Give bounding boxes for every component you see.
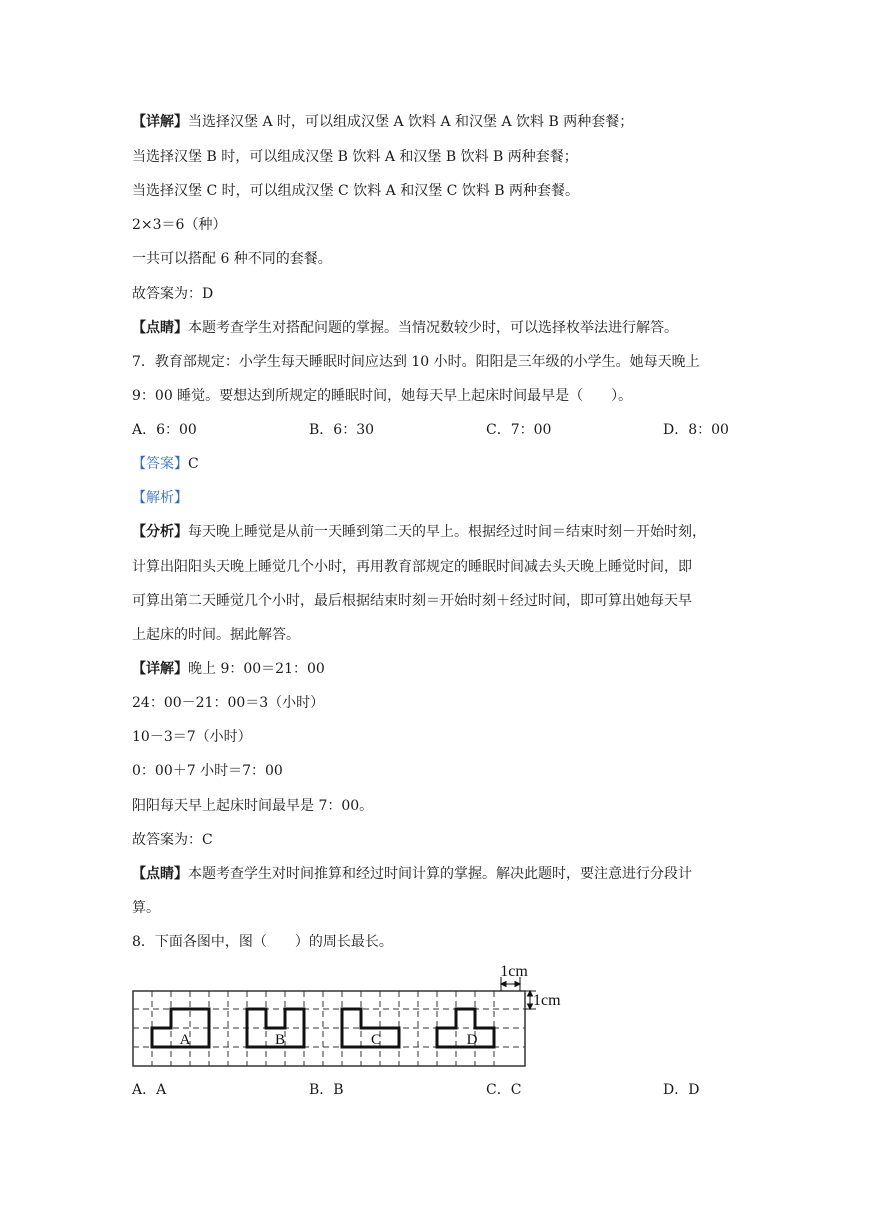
q8-option-d: D．D: [663, 1082, 700, 1098]
shape-label-c: C: [370, 1032, 382, 1048]
q8-option-a: A．A: [132, 1082, 167, 1098]
perimeter-figure: [128, 958, 578, 1070]
q8-stem: 8．下面各图中，图（ ）的周长最长。: [132, 934, 393, 950]
q7-detail-line1: 【详解】晚上 9：00＝21：00: [132, 661, 325, 677]
q7-option-b: B．6：30: [309, 422, 375, 438]
q6-calc: 2×3＝6（种）: [132, 217, 227, 233]
q6-detail-line1: 【详解】当选择汉堡 A 时，可以组成汉堡 A 饮料 A 和汉堡 A 饮料 B 两种套餐；: [132, 114, 634, 130]
comment-tag: 【点睛】: [132, 320, 188, 336]
q7-detail-line3: 10－3＝7（小时）: [132, 729, 252, 745]
q7-comment-line1: 【点睛】本题考查学生对时间推算和经过时间计算的掌握。解决此题时，要注意进行分段计: [132, 866, 692, 882]
q7-stem-line2: 9：00 睡觉。要想达到所规定的睡眠时间，她每天早上起床时间最早是（ ）。: [132, 388, 633, 404]
q6-conclusion: 一共可以搭配 6 种不同的套餐。: [132, 251, 332, 267]
analysis-sub-tag: 【分析】: [132, 524, 188, 540]
q7-detail-line2: 24：00－21：00＝3（小时）: [132, 695, 325, 711]
detail-tag: 【详解】: [132, 114, 188, 130]
q6-detail-line3: 当选择汉堡 C 时，可以组成汉堡 C 饮料 A 和汉堡 C 饮料 B 两种套餐。: [132, 183, 580, 199]
comment-tag: 【点睛】: [132, 866, 188, 882]
shape-label-b: B: [274, 1032, 286, 1048]
q7-analysis-line4: 上起床的时间。据此解答。: [132, 627, 300, 643]
grid-dashed-lines: [133, 991, 525, 1066]
q7-option-c: C．7：00: [486, 422, 552, 438]
q8-option-b: B．B: [309, 1082, 344, 1098]
scale-label-horizontal: 1cm: [500, 963, 528, 980]
q8-option-c: C．C: [486, 1082, 522, 1098]
detail-tag: 【详解】: [132, 661, 188, 677]
q7-analysis-line3: 可算出第二天睡觉几个小时，最后根据结束时刻＝开始时刻＋经过时间，即可算出她每天早: [132, 593, 692, 609]
q7-analysis-line1: 【分析】每天晚上睡觉是从前一天睡到第二天的早上。根据经过时间＝结束时刻－开始时刻，: [132, 524, 706, 540]
q7-analysis-tag: 【解析】: [132, 490, 188, 506]
q7-analysis-line2: 计算出阳阳头天晚上睡觉几个小时，再用教育部规定的睡眠时间减去头天晚上睡觉时间，即: [132, 559, 692, 575]
q6-comment: 【点睛】本题考查学生对搭配问题的掌握。当情况数较少时，可以选择枚举法进行解答。: [132, 320, 678, 336]
q7-detail-line4: 0：00＋7 小时＝7：00: [132, 763, 283, 779]
q6-detail-line2: 当选择汉堡 B 时，可以组成汉堡 B 饮料 A 和汉堡 B 饮料 B 两种套餐；: [132, 149, 578, 165]
q7-answer: [132, 455, 199, 473]
answer-tag: 【答案】: [132, 456, 188, 472]
q7-stem-line1: 7．教育部规定：小学生每天睡眠时间应达到 10 小时。阳阳是三年级的小学生。她每天晚上: [132, 354, 700, 370]
scale-label-vertical: 1cm: [533, 992, 561, 1009]
q7-answer-line: 故答案为：C: [132, 832, 213, 848]
q7-option-d: D．8：00: [663, 422, 729, 438]
q7-option-a: A．6：00: [132, 422, 197, 438]
q7-comment-line2: 算。: [132, 900, 160, 916]
q7-detail-line5: 阳阳每天早上起床时间最早是 7：00。: [132, 798, 374, 814]
answer-value: C: [188, 456, 199, 472]
shape-label-d: D: [466, 1032, 478, 1048]
shape-label-a: A: [179, 1032, 191, 1048]
q6-answer-line: 故答案为：D: [132, 286, 214, 302]
